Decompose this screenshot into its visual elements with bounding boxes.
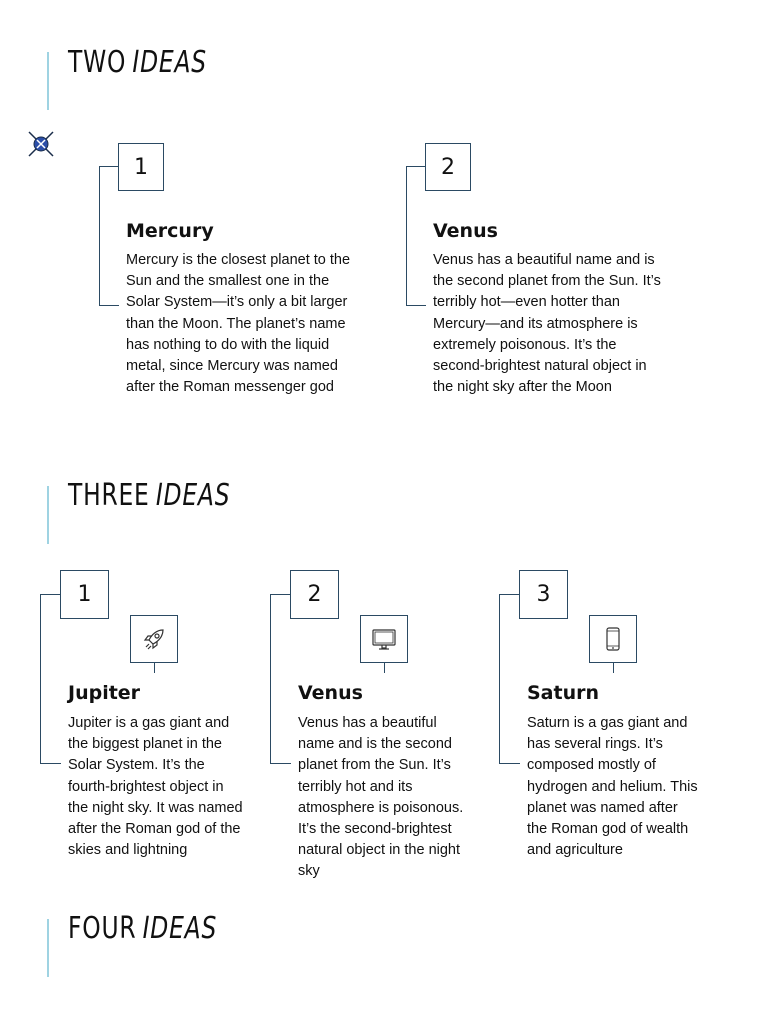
idea-title: Venus <box>298 682 363 704</box>
section-title-three-ideas <box>68 479 230 513</box>
idea-body: Saturn is a gas giant and has several rings. It’s composed mostly of hydrogen and helium. This planet was named after the Roman god of wealth and agriculture <box>527 715 698 859</box>
card-bracket <box>499 594 520 764</box>
section-title-four-ideas <box>68 912 217 946</box>
section-title-accent: IDEAS <box>155 478 231 513</box>
idea-number-box: 1 <box>60 570 109 619</box>
icon-stem <box>613 663 614 673</box>
card-bracket <box>270 594 291 764</box>
monitor-icon <box>369 624 399 654</box>
section-title-text: THREE <box>68 478 150 513</box>
icon-frame <box>130 615 178 663</box>
icon-frame <box>589 615 637 663</box>
move-handle-icon[interactable] <box>27 130 55 158</box>
idea-number-box: 1 <box>118 143 164 191</box>
section-title-text: TWO <box>68 45 127 80</box>
section-title-two-ideas <box>68 46 207 80</box>
idea-body: Venus has a beautiful name and is the second planet from the Sun. It’s terribly hot—even hotter than Mercury—and its atmosphere is extremely poisonous. It’s the second-brightest natural object in the night sky after the Moon <box>433 252 661 396</box>
section-accent-bar <box>47 52 49 110</box>
rocket-icon <box>139 624 169 654</box>
smartphone-icon <box>598 624 628 654</box>
idea-title: Venus <box>433 220 498 242</box>
idea-body: Venus has a beautiful name and is the second planet from the Sun. It’s terribly hot and its atmosphere is poisonous. It’s the second-brightest natural object in the night sky <box>298 715 464 880</box>
idea-body-clip <box>68 713 246 865</box>
section-title-accent: IDEAS <box>132 45 207 80</box>
icon-stem <box>154 663 155 673</box>
idea-number-box: 3 <box>519 570 568 619</box>
idea-title: Saturn <box>527 682 600 704</box>
card-bracket <box>40 594 61 764</box>
card-bracket <box>406 166 426 306</box>
idea-body: Mercury is the closest planet to the Sun and the smallest one in the Solar System—it’s only a bit larger than the Moon. The planet’s name has nothing to do with the liquid metal, since Mercury was named after the Roman messenger god <box>126 252 351 396</box>
idea-number-box: 2 <box>290 570 339 619</box>
idea-title: Mercury <box>126 220 214 242</box>
icon-stem <box>384 663 385 673</box>
idea-number-box: 2 <box>425 143 471 191</box>
card-bracket <box>99 166 119 306</box>
section-title-text: FOUR <box>68 911 137 946</box>
idea-title: Jupiter <box>68 682 141 704</box>
idea-body-clip <box>298 713 478 880</box>
icon-frame <box>360 615 408 663</box>
section-accent-bar <box>47 919 49 977</box>
section-accent-bar <box>47 486 49 544</box>
idea-body: Jupiter is a gas giant and the biggest planet in the Solar System. It’s the fourth-brightest object in the night sky. It was named after the Roman god of the skies and lightning <box>68 715 243 859</box>
idea-body-clip <box>527 713 707 865</box>
section-title-accent: IDEAS <box>142 911 218 946</box>
